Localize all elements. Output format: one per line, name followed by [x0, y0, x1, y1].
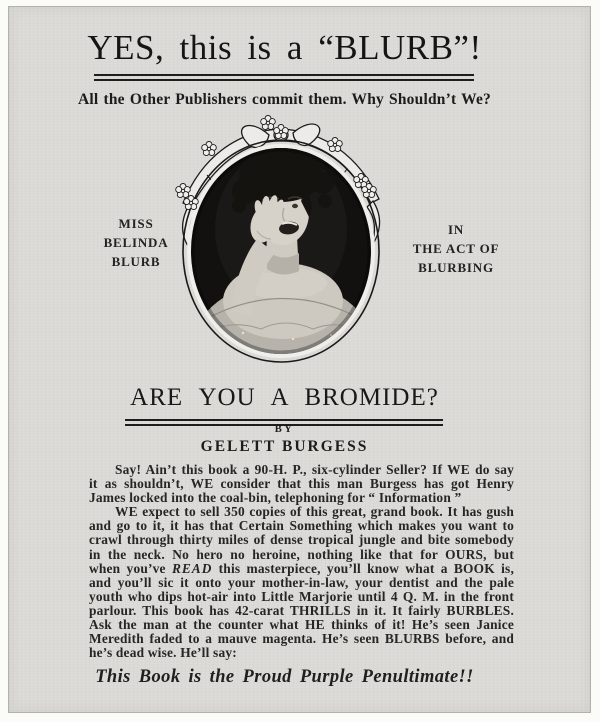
body-segment: James locked into the coal-bin, telephoning for “ Information ”	[89, 490, 462, 506]
emphasized-word: READ	[171, 560, 213, 576]
body-segment: crawl through thirty miles of dense tropical jungle and bite somebody	[89, 532, 514, 548]
caption-line: BLURBING	[418, 260, 494, 275]
body-line	[89, 548, 514, 562]
body-segment: and go to it, it has that Certain Something which makes you want to	[89, 518, 514, 534]
body-segment: parlour. This book has 42-carat THRILLS in it. It fairly BURBLES.	[89, 602, 514, 618]
body-segment: this masterpiece, you’ll know what a BOOK is,	[212, 560, 514, 576]
body-line	[89, 604, 514, 618]
caption-line: IN	[447, 222, 465, 237]
portrait-of-miss-belinda-blurb	[173, 111, 389, 377]
byline-label: BY	[274, 424, 295, 435]
right-caption	[391, 220, 521, 277]
footer-slogan: This Book is the Proud Purple Penultimate!!	[95, 667, 474, 687]
left-caption	[71, 214, 201, 271]
body-line	[89, 533, 514, 547]
body-segment: it as shouldn’t, WE consider that this man Burgess has got Henry	[89, 476, 514, 492]
body-segment: Say! Ain’t this book a 90-H. P., six-cylinder Seller? If WE do say	[115, 462, 514, 477]
body-line	[89, 477, 514, 491]
body-segment: youth who dips hot-air into Little Marjorie until 4 Q. M. in the front	[89, 588, 514, 604]
body-segment: Meredith faded to a mauve magenta. He’s seen BLURBS before, and	[89, 631, 514, 647]
body-segment: when you’ve	[89, 560, 172, 576]
body-line	[89, 576, 514, 590]
subheadline: All the Other Publishers commit them. Why Shouldn’t We?	[78, 91, 491, 108]
body-line	[89, 505, 514, 519]
author-name: GELETT BURGESS	[200, 438, 369, 455]
body-line	[89, 463, 514, 477]
caption-line: BELINDA	[103, 235, 169, 250]
body-segment: in the neck. No hero no heroine, nothing like that for OURS, but	[89, 546, 514, 562]
caption-line: THE ACT OF	[412, 241, 500, 256]
headline: YES, this is a “BLURB”!	[87, 28, 482, 67]
body-segment: WE expect to sell 350 copies of this great, grand book. It has gush	[115, 504, 514, 520]
body-line	[89, 646, 514, 660]
body-line	[89, 491, 514, 505]
book-jacket-page	[8, 6, 591, 713]
body-line	[89, 590, 514, 604]
body-line	[89, 519, 514, 533]
headline-underline	[94, 74, 474, 81]
body-line	[89, 562, 514, 576]
caption-line: BLURB	[111, 254, 161, 269]
body-line	[89, 632, 514, 646]
book-title: ARE YOU A BROMIDE?	[130, 384, 439, 411]
body-segment: he’s dead wise. He’ll say:	[89, 645, 237, 661]
body-line	[89, 618, 514, 632]
body-segment: and you’ll sic it onto your mother-in-law, your dentist and the pale	[89, 574, 514, 590]
body-segment: Ask the man at the counter what HE thinks of it! He’s seen Janice	[89, 617, 514, 633]
caption-line: MISS	[118, 216, 154, 231]
body-text	[89, 463, 514, 660]
